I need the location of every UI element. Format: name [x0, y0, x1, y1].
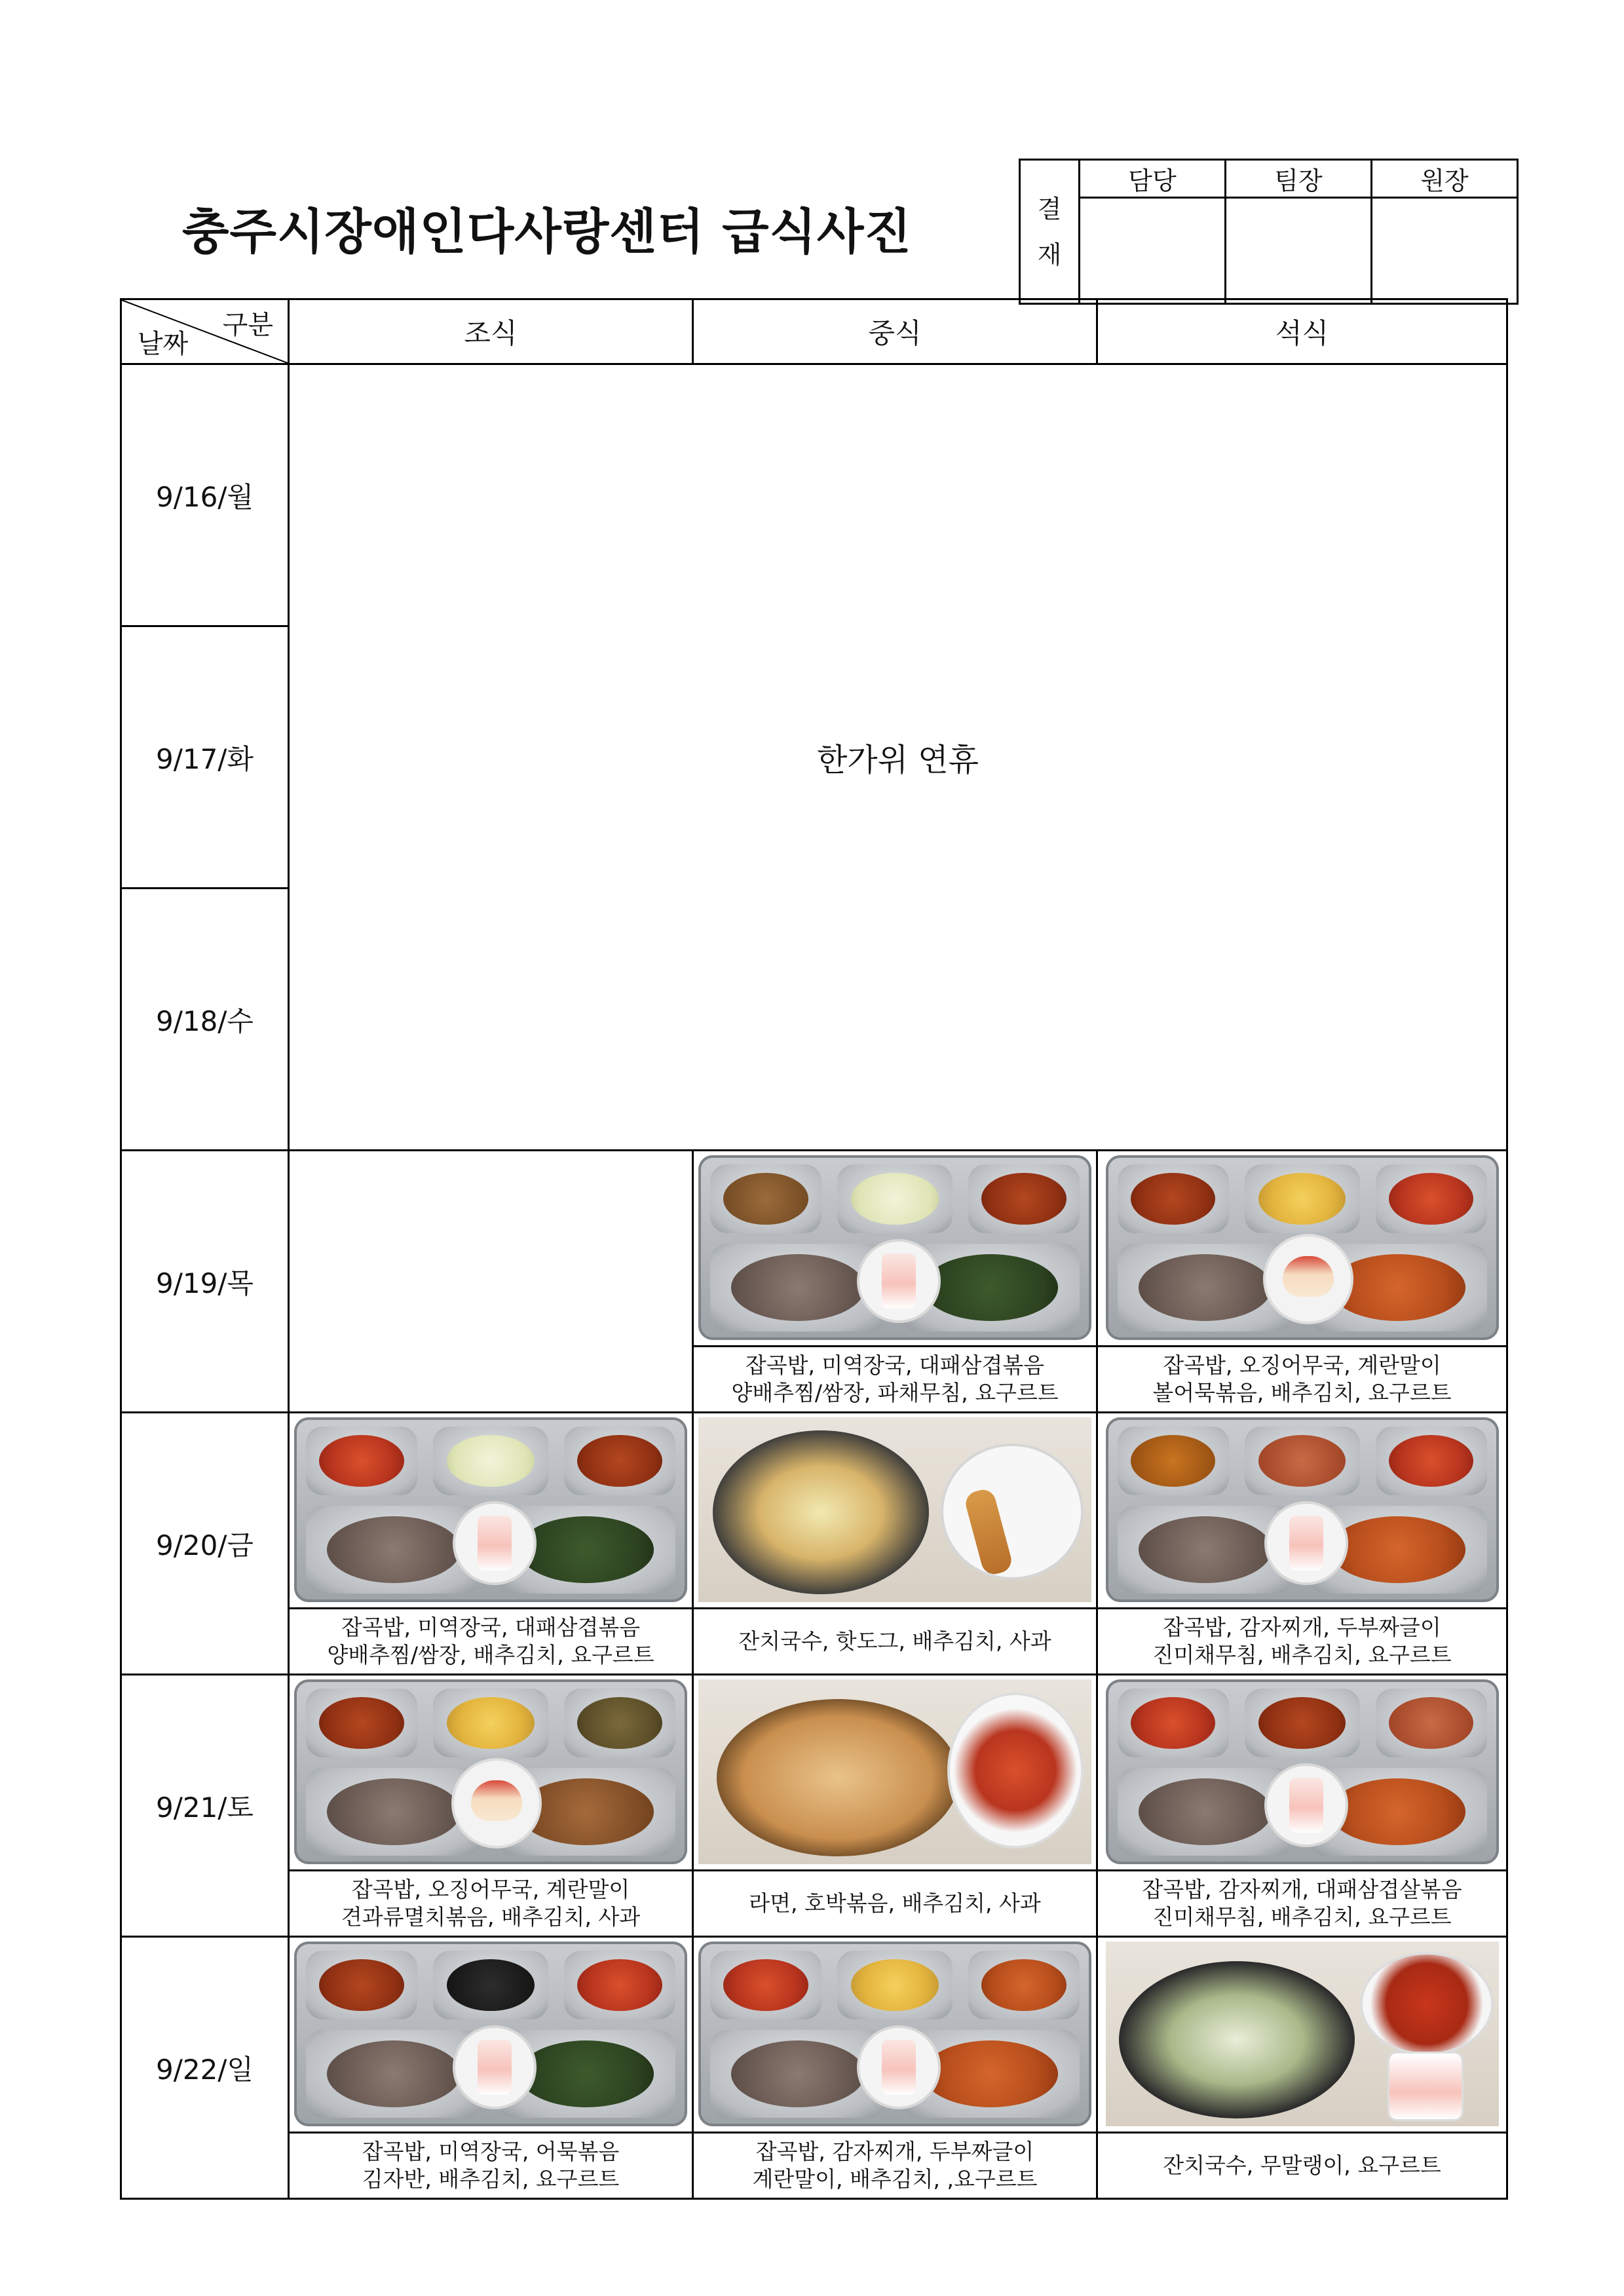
meal-photo-lunch[interactable]	[693, 1675, 1097, 1871]
col-header-dinner: 석식	[1097, 299, 1507, 364]
food-tray-photo	[1106, 1679, 1499, 1864]
role-director: 원장	[1372, 160, 1518, 198]
ramen-photo	[698, 1679, 1091, 1864]
date-cell: 9/21/토	[121, 1675, 289, 1937]
sign-box-director[interactable]	[1372, 198, 1518, 304]
yogurt-icon	[1264, 1763, 1348, 1847]
date-cell: 9/18/수	[121, 889, 289, 1151]
noodle-photo	[698, 1417, 1091, 1602]
meal-caption: 잔치국수, 무말랭이, 요구르트	[1097, 2133, 1507, 2199]
food-tray-photo	[294, 1417, 687, 1602]
food-tray-photo	[1106, 1417, 1499, 1602]
approval-label-top: 결	[1037, 194, 1062, 223]
holiday-cell: 한가위 연휴	[289, 364, 1507, 1151]
corner-header	[121, 299, 289, 364]
meal-caption: 잡곡밥, 감자찌개, 대패삼겹살볶음 진미채무침, 배추김치, 요구르트	[1097, 1871, 1507, 1937]
sign-box-staff[interactable]	[1080, 198, 1226, 304]
yogurt-icon	[857, 1239, 941, 1323]
date-cell: 9/22/일	[121, 1937, 289, 2199]
approval-box	[1019, 159, 1519, 305]
meal-photo-dinner[interactable]	[1097, 1151, 1507, 1347]
meal-photo-breakfast[interactable]	[289, 1937, 693, 2133]
col-header-lunch: 중식	[693, 299, 1097, 364]
date-cell: 9/20/금	[121, 1413, 289, 1675]
meal-photo-dinner[interactable]	[1097, 1413, 1507, 1609]
meal-photo-dinner[interactable]	[1097, 1937, 1507, 2133]
empty-breakfast-cell	[289, 1151, 693, 1413]
role-team-leader: 팀장	[1226, 160, 1372, 198]
meal-photo-breakfast[interactable]	[289, 1413, 693, 1609]
yogurt-icon	[857, 2025, 941, 2109]
role-staff: 담당	[1080, 160, 1226, 198]
meal-caption: 잡곡밥, 오징어무국, 계란말이 견과류멸치볶음, 배추김치, 사과	[289, 1871, 693, 1937]
food-tray-photo	[698, 1942, 1091, 2126]
meal-caption: 잡곡밥, 미역장국, 어묵볶음 김자반, 배추김치, 요구르트	[289, 2133, 693, 2199]
food-tray-photo	[294, 1942, 687, 2126]
yogurt-icon	[453, 2025, 537, 2109]
meal-photo-lunch[interactable]	[693, 1937, 1097, 2133]
meal-photo-breakfast[interactable]	[289, 1675, 693, 1871]
meal-caption: 라면, 호박볶음, 배추김치, 사과	[693, 1871, 1097, 1937]
meal-photo-lunch[interactable]	[693, 1413, 1097, 1609]
corner-row-label: 날짜	[138, 329, 189, 359]
apple-icon	[451, 1758, 542, 1848]
meal-table	[120, 298, 1508, 2200]
meal-photo-dinner[interactable]	[1097, 1675, 1507, 1871]
approval-label	[1020, 160, 1080, 304]
meal-caption: 잡곡밥, 미역장국, 대패삼겹볶음 양배추찜/쌈장, 배추김치, 요구르트	[289, 1609, 693, 1675]
corner-col-label: 구분	[222, 310, 273, 340]
col-header-breakfast: 조식	[289, 299, 693, 364]
approval-label-bottom: 재	[1037, 240, 1062, 269]
sign-box-team-leader[interactable]	[1226, 198, 1372, 304]
yogurt-icon	[1264, 1501, 1348, 1585]
meal-caption: 잡곡밥, 감자찌개, 두부짜글이 진미채무침, 배추김치, 요구르트	[1097, 1609, 1507, 1675]
yogurt-icon	[1388, 2052, 1463, 2121]
yogurt-icon	[453, 1501, 537, 1585]
food-tray-photo	[698, 1155, 1091, 1340]
meal-caption: 잡곡밥, 미역장국, 대패삼겹볶음 양배추찜/쌈장, 파채무침, 요구르트	[693, 1347, 1097, 1413]
noodle-photo	[1106, 1942, 1499, 2126]
document-title: 충주시장애인다사랑센터 급식사진	[181, 204, 913, 260]
meal-caption: 잡곡밥, 오징어무국, 계란말이 볼어묵볶음, 배추김치, 요구르트	[1097, 1347, 1507, 1413]
date-cell: 9/17/화	[121, 626, 289, 889]
meal-photo-lunch[interactable]	[693, 1151, 1097, 1347]
meal-caption: 잡곡밥, 감자찌개, 두부짜글이 계란말이, 배추김치, ,요구르트	[693, 2133, 1097, 2199]
food-tray-photo	[1106, 1155, 1499, 1340]
apple-icon	[1263, 1234, 1353, 1324]
meal-caption: 잔치국수, 핫도그, 배추김치, 사과	[693, 1609, 1097, 1675]
food-tray-photo	[294, 1679, 687, 1864]
date-cell: 9/19/목	[121, 1151, 289, 1413]
date-cell: 9/16/월	[121, 364, 289, 626]
